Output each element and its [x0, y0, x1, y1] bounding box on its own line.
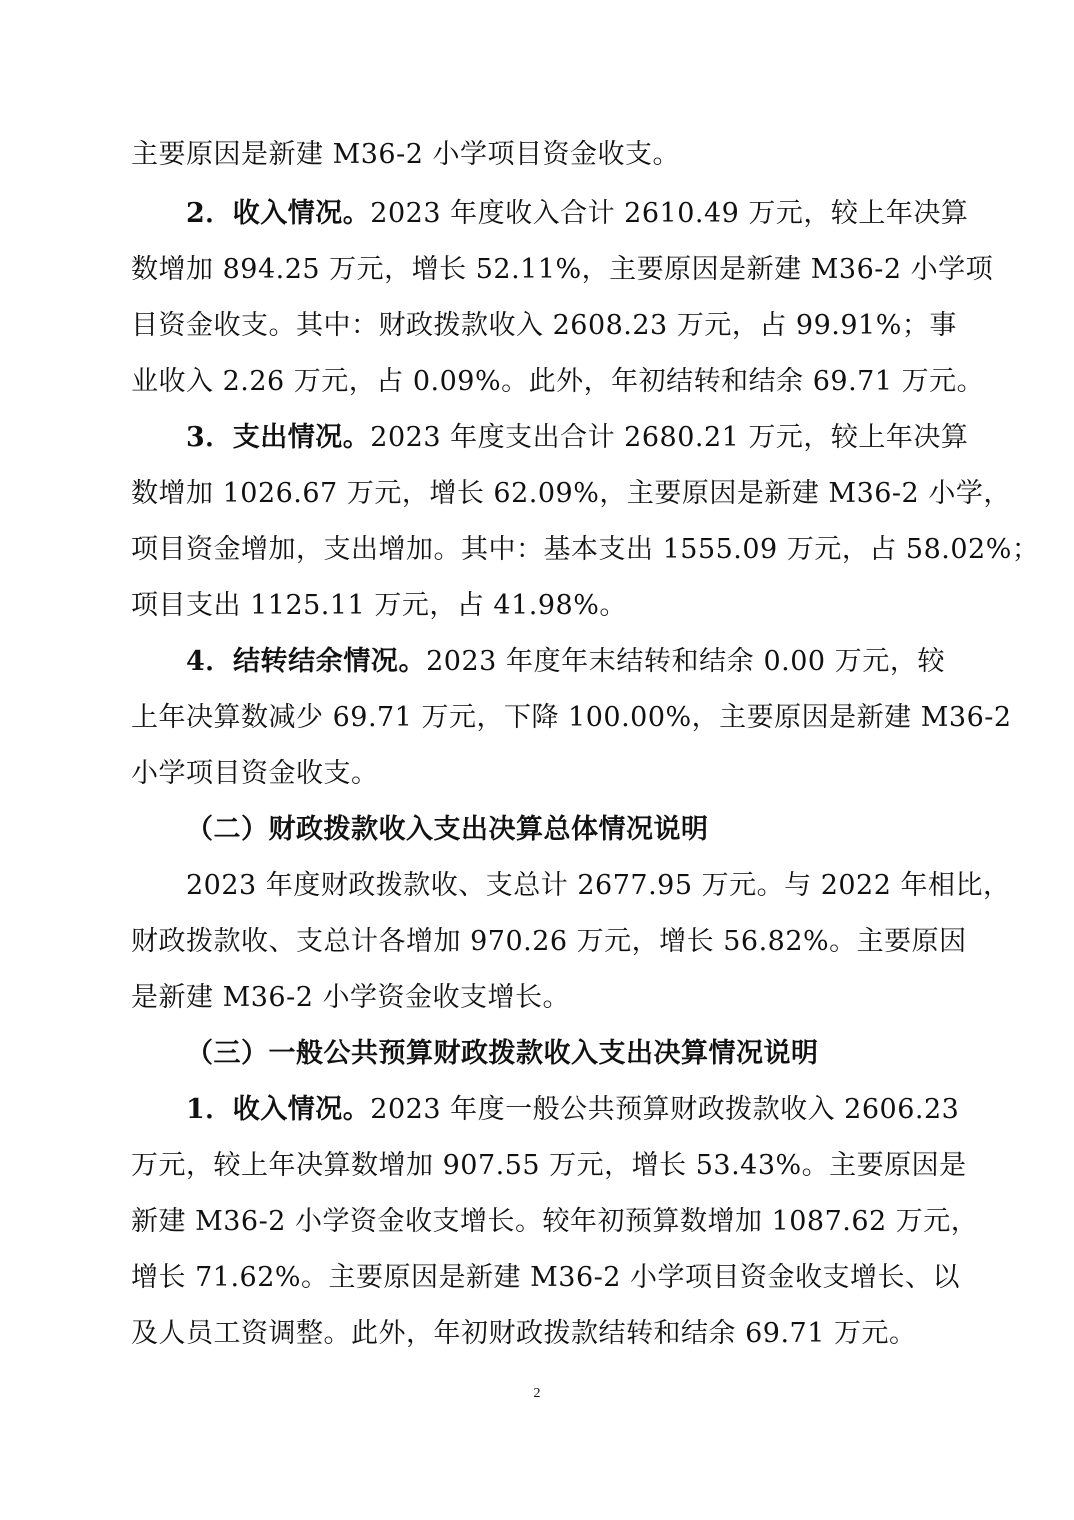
text-line: 数增加 1026.67 万元，增长 62.09%，主要原因是新建 M36-2 小学， [131, 478, 1011, 509]
text-line: 小学项目资金收支。 [131, 758, 379, 789]
text-span: 2023 年度一般公共预算财政拨款收入 2606.23 [370, 1094, 960, 1125]
text-line: 主要原因是新建 M36-2 小学项目资金收支。 [131, 139, 680, 170]
paragraph-income-first-line [186, 196, 969, 232]
text-span: 2023 年度年末结转和结余 0.00 万元，较 [426, 646, 945, 677]
text-line: 上年决算数减少 69.71 万元，下降 100.00%，主要原因是新建 M36-2 [131, 702, 1012, 733]
text-line: 项目支出 1125.11 万元，占 41.98%。 [131, 590, 627, 621]
text-line: 增长 71.62%。主要原因是新建 M36-2 小学项目资金收支增长、以 [131, 1262, 961, 1293]
text-line: 万元，较上年决算数增加 907.55 万元，增长 53.43%。主要原因是 [131, 1150, 967, 1181]
text-line: 数增加 894.25 万元，增长 52.11%，主要原因是新建 M36-2 小学项 [131, 254, 994, 285]
carryover-label: 4．结转结余情况。 [186, 646, 427, 677]
text-line: 项目资金增加，支出增加。其中：基本支出 1555.09 万元，占 58.02%； [131, 534, 1040, 565]
income-label: 2．收入情况。 [186, 198, 371, 229]
section-heading-2: （二）财政拨款收入支出决算总体情况说明 [186, 814, 709, 845]
paragraph-carryover-first-line [186, 644, 945, 680]
text-line: 财政拨款收、支总计各增加 970.26 万元，增长 56.82%。主要原因 [131, 926, 967, 957]
text-line: 业收入 2.26 万元，占 0.09%。此外，年初结转和结余 69.71 万元。 [131, 366, 985, 397]
text-line: 2023 年度财政拨款收、支总计 2677.95 万元。与 2022 年相比， [186, 870, 1011, 901]
text-line: 目资金收支。其中：财政拨款收入 2608.23 万元，占 99.91%；事 [131, 310, 957, 341]
text-line: 新建 M36-2 小学资金收支增长。较年初预算数增加 1087.62 万元， [131, 1206, 979, 1237]
section-heading-3: （三）一般公共预算财政拨款收入支出决算情况说明 [186, 1038, 819, 1069]
text-line: 及人员工资调整。此外，年初财政拨款结转和结余 69.71 万元。 [131, 1318, 917, 1349]
gpb-income-label: 1．收入情况。 [186, 1094, 371, 1125]
text-line: 是新建 M36-2 小学资金收支增长。 [131, 982, 570, 1013]
paragraph-expenditure-first-line [186, 420, 969, 456]
expenditure-label: 3．支出情况。 [186, 422, 371, 453]
text-span: 2023 年度收入合计 2610.49 万元，较上年决算 [370, 198, 969, 229]
text-span: 2023 年度支出合计 2680.21 万元，较上年决算 [370, 422, 969, 453]
page-number: 2 [533, 1386, 541, 1401]
paragraph-gpb-income-first-line [186, 1092, 960, 1128]
